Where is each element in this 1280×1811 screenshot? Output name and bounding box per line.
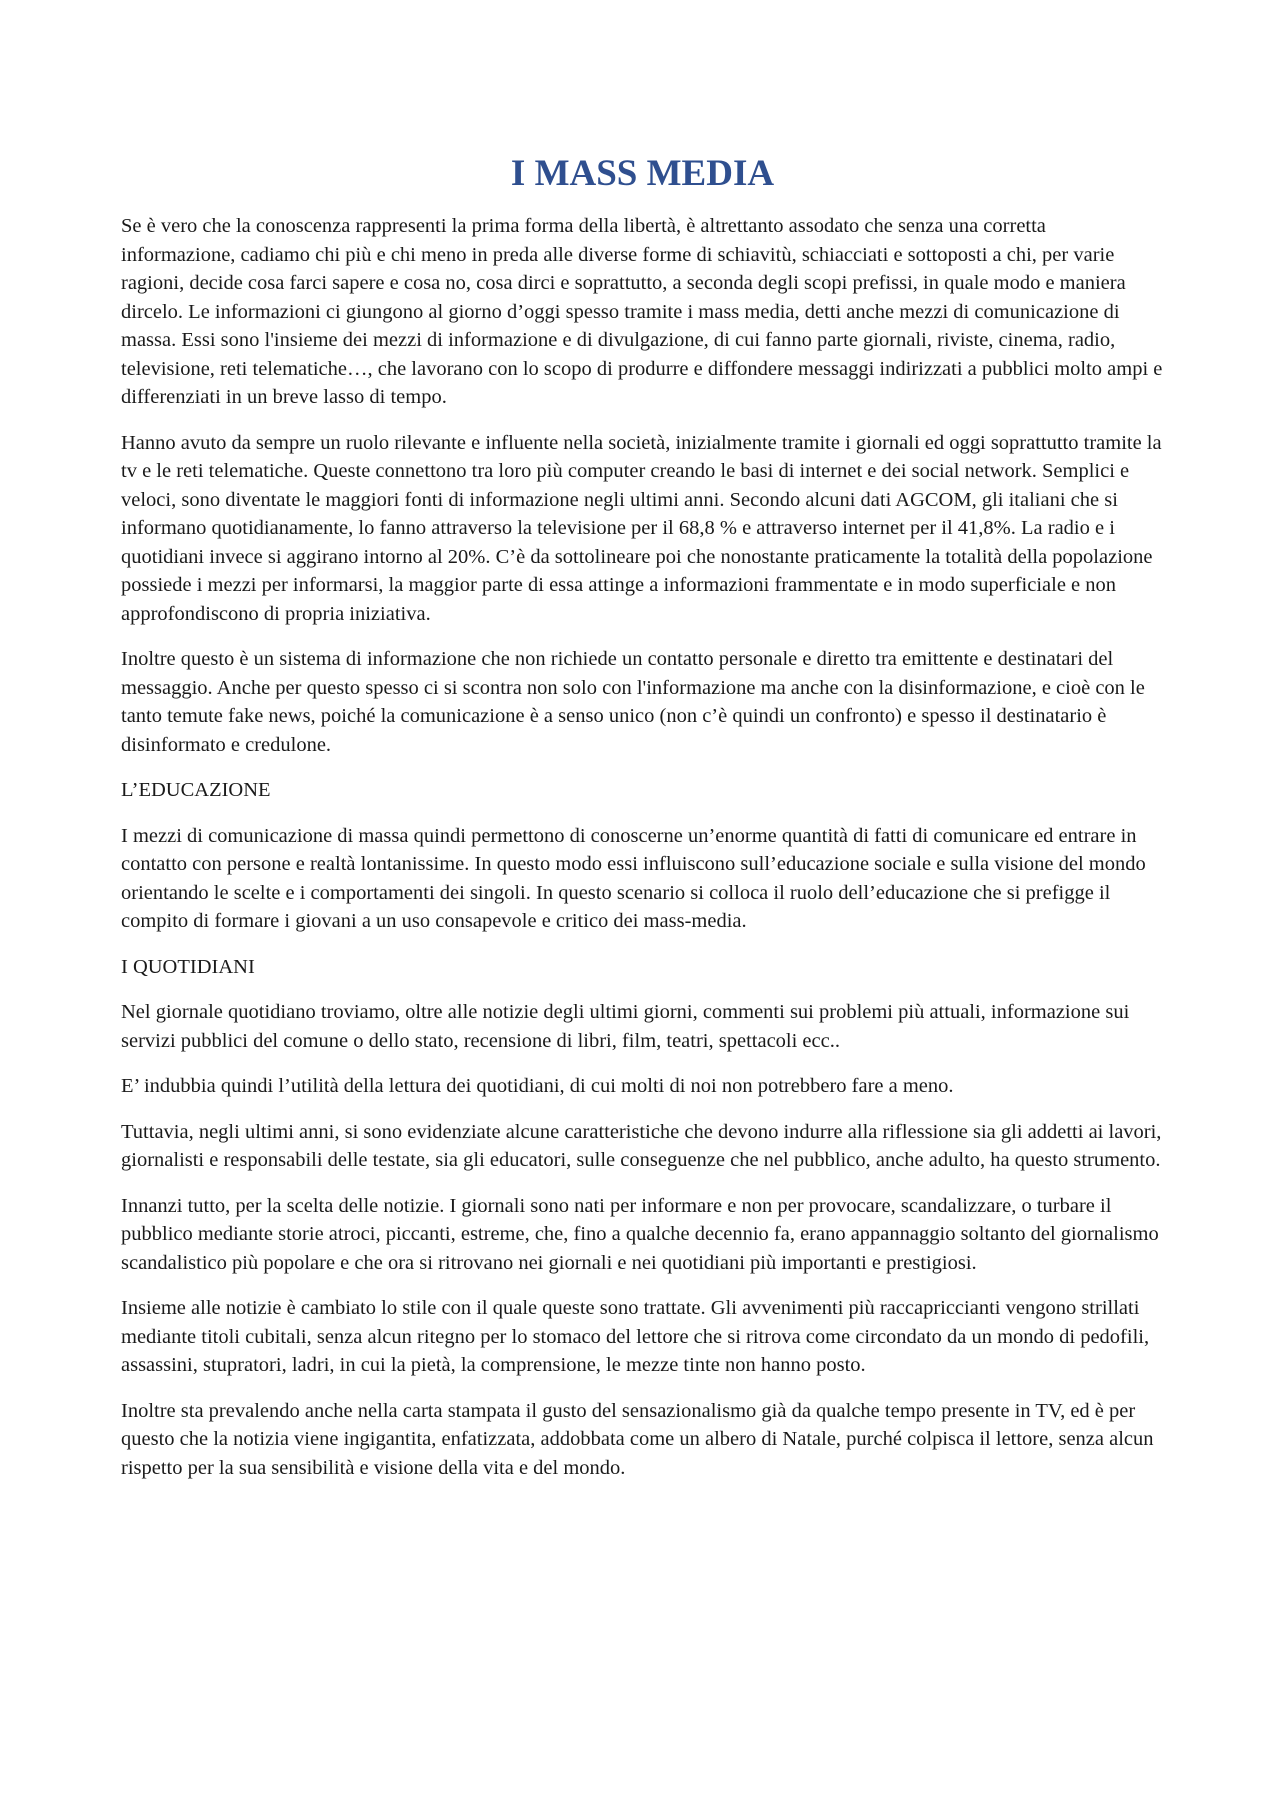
paragraph-quotidiani-utility: E’ indubbia quindi l’utilità della lettura dei quotidiani, di cui molti di noi non potrebbero fare a meno.	[121, 1075, 954, 1097]
paragraph-educazione: I mezzi di comunicazione di massa quindi permettono di conoscerne un’enorme quantità di fatti di comunicare ed entrare in contatto con persone e realtà lontanissime. In questo modo essi influiscono sull’educazione sociale e sulla visione del mondo orientando le scelte e i comportamenti dei singoli. In questo scenario si colloca il ruolo dell’educazione che si prefigge il compito di formare i giovani a un uso consapevole e critico dei mass-media.	[121, 824, 1146, 932]
paragraph-role: Hanno avuto da sempre un ruolo rilevante e influente nella società, inizialmente tramite i giornali ed oggi soprattutto tramite la tv e le reti telematiche. Queste connettono tra loro più computer creando le basi di internet e dei social network. Semplici e veloci, sono diventate le maggiori fonti di informazione negli ultimi anni. Secondo alcuni dati AGCOM, gli italiani che si informano quotidianamente, lo fanno attraverso la televisione per il 68,8 % e attraverso internet per il 41,8%. La radio e i quotidiani invece si aggirano intorno al 20%. C’è da sottolineare poi che nonostante praticamente la totalità della popolazione possiede i mezzi per informarsi, la maggior parte di essa attinge a informazioni frammentate e in modo superficiale e non approfondiscono di propria iniziativa.	[121, 431, 1162, 625]
paragraph-style: Insieme alle notizie è cambiato lo stile con il quale queste sono trattate. Gli avvenimenti più raccapriccianti vengono strillati mediante titoli cubitali, senza alcun ritegno per lo stomaco del lettore che si ritrova come circondato da un mondo di pedofili, assassini, stupratori, ladri, in cui la pietà, la comprensione, le mezze tinte non hanno posto.	[121, 1297, 1150, 1376]
paragraph-quotidiani-content: Nel giornale quotidiano troviamo, oltre alle notizie degli ultimi giorni, commenti sui problemi più attuali, informazione sui servizi pubblici del comune o dello stato, recensione di libri, film, teatri, spettacoli ecc..	[121, 1001, 1130, 1052]
paragraph-intro: Se è vero che la conoscenza rappresenti la prima forma della libertà, è altrettanto assodato che senza una corretta informazione, cadiamo chi più e chi meno in preda alle diverse forme di schiavitù, schiacciati e sottoposti a chi, per varie ragioni, decide cosa farci sapere e cosa no, cosa dirci e soprattutto, a seconda degli scopi prefissi, in quale modo e maniera dircelo. Le informazioni ci giungono al giorno d’oggi spesso tramite i mass media, detti anche mezzi di comunicazione di massa. Essi sono l'insieme dei mezzi di informazione e di divulgazione, di cui fanno parte giornali, riviste, cinema, radio, televisione, reti telematiche…, che lavorano con lo scopo di produrre e diffondere messaggi indirizzati a pubblici molto ampi e differenziati in un breve lasso di tempo.	[121, 215, 1163, 408]
paragraph-disinformation: Inoltre questo è un sistema di informazione che non richiede un contatto personale e diretto tra emittente e destinatari del messaggio. Anche per questo spesso ci si scontra non solo con l'informazione ma anche con la disinformazione, e cioè con le tanto temute fake news, poiché la comunicazione è a senso unico (non c’è quindi un confronto) e spesso il destinatario è disinformato e credulone.	[121, 648, 1145, 756]
paragraph-quotidiani-reflection: Tuttavia, negli ultimi anni, si sono evidenziate alcune caratteristiche che devono indurre alla riflessione sia gli addetti ai lavori, giornalisti e responsabili delle testate, sia gli educatori, sulle conseguenze che nel pubblico, anche adulto, ha questo strumento.	[121, 1120, 1162, 1171]
paragraph-news-selection: Innanzi tutto, per la scelta delle notizie. I giornali sono nati per informare e non per provocare, scandalizzare, o turbare il pubblico mediante storie atroci, piccanti, estreme, che, fino a qualche decennio fa, erano appannaggio soltanto del giornalismo scandalistico più popolare e che ora si ritrovano nei giornali e nei quotidiani più importanti e prestigiosi.	[121, 1194, 1159, 1274]
page-title: I MASS MEDIA	[510, 153, 775, 194]
paragraph-sensationalism: Inoltre sta prevalendo anche nella carta stampata il gusto del sensazionalismo già da qualche tempo presente in TV, ed è per questo che la notizia viene ingigantita, enfatizzata, addobbata come un albero di Natale, purché colpisca il lettore, senza alcun rispetto per la sua sensibilità e visione della vita e del mondo.	[121, 1399, 1154, 1479]
section-heading-educazione: L’EDUCAZIONE	[121, 779, 271, 801]
section-heading-quotidiani: I QUOTIDIANI	[121, 955, 255, 978]
